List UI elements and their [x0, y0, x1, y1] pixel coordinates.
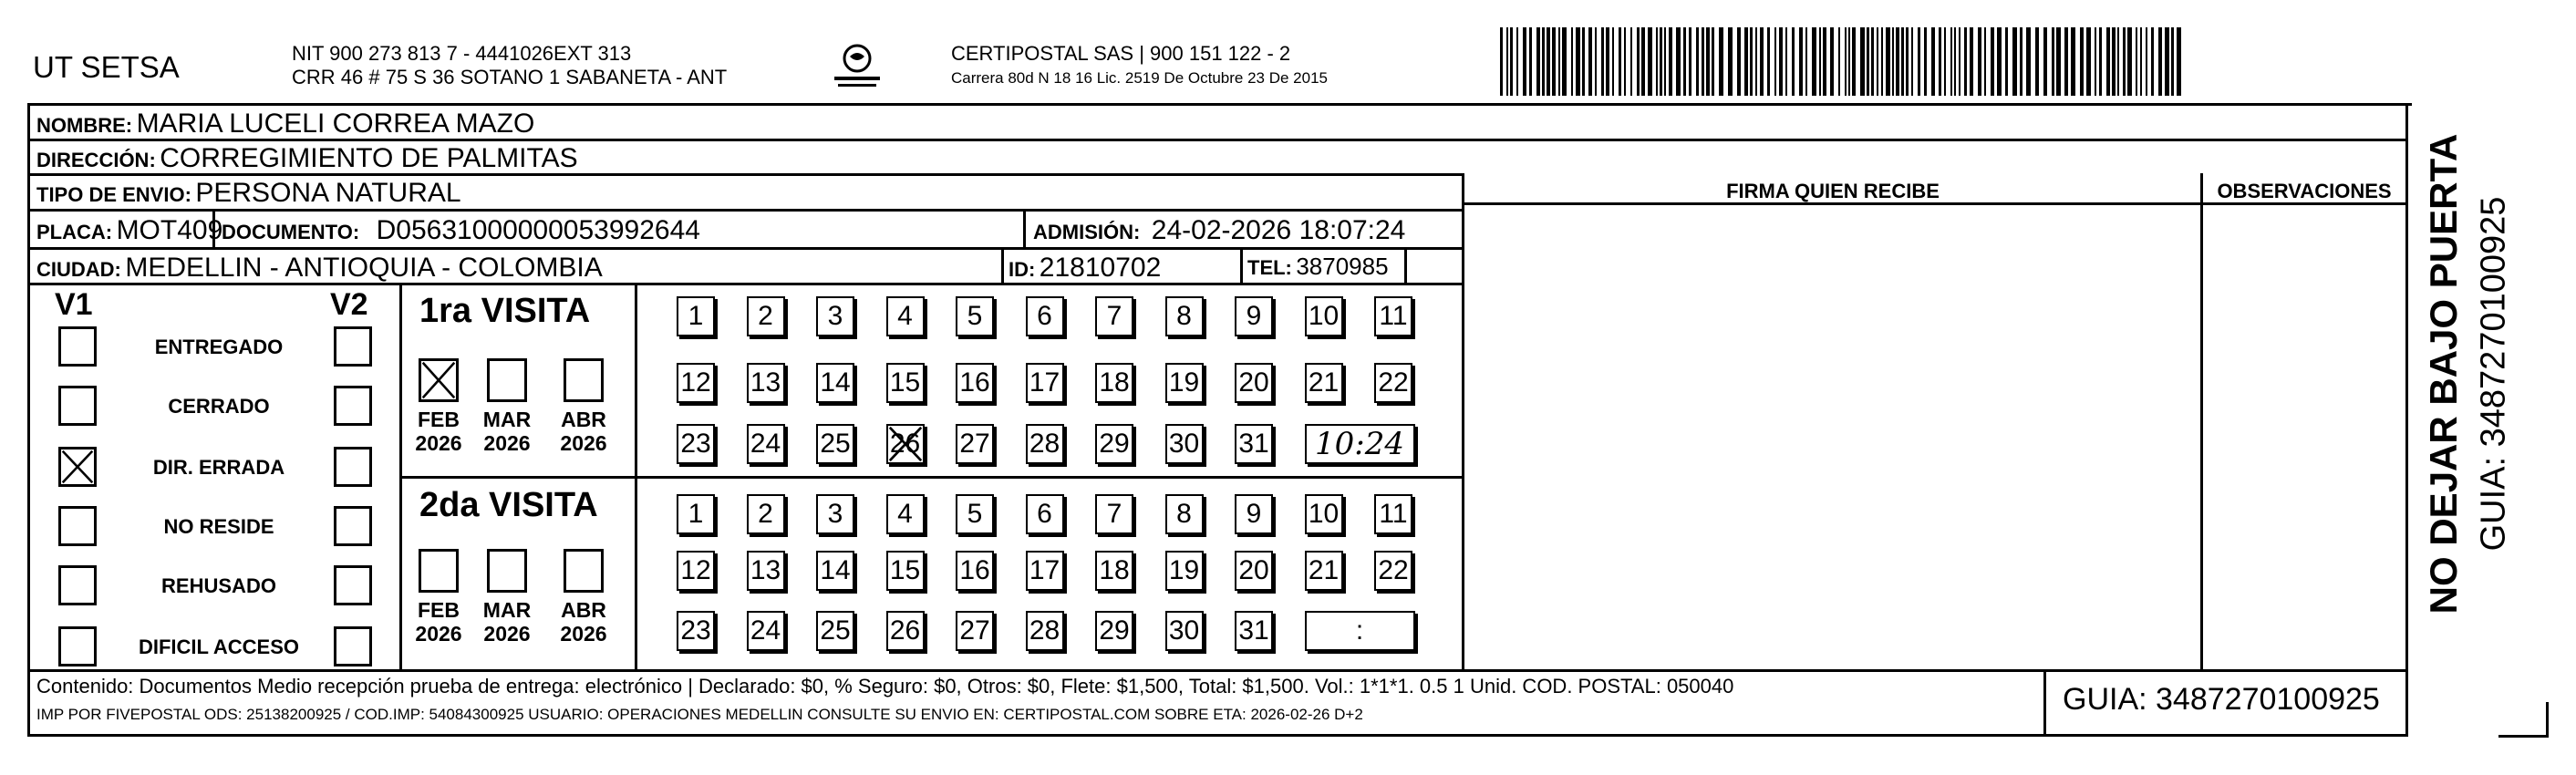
- v1-label: V1: [55, 287, 93, 322]
- tipo-row: [36, 178, 461, 209]
- day-checkbox[interactable]: [1235, 611, 1273, 651]
- day-checkbox[interactable]: [1235, 296, 1273, 336]
- day-checkbox[interactable]: [1305, 494, 1343, 534]
- month-label: ABR: [561, 598, 606, 622]
- month-label: FEB: [418, 598, 460, 622]
- day-label: 20: [1238, 367, 1269, 398]
- day-checkbox[interactable]: [677, 611, 715, 651]
- month-checkbox[interactable]: [564, 358, 604, 402]
- day-label: 11: [1379, 499, 1408, 529]
- certipostal-line2: Carrera 80d N 18 16 Lic. 2519 De Octubre 23 De 2015: [951, 69, 1328, 87]
- side-warning: NO DEJAR BAJO PUERTA: [2422, 133, 2465, 615]
- footer-line1: Contenido: Documentos Medio recepción prueba de entrega: electrónico | Declarado: $0, % Seguro: $0, Otros: $0, Flete: $1,500, Total: $1,500. Vol.: 1*1*1. 0.5 1 Unid. COD. POSTAL: 050040: [36, 675, 1734, 698]
- day-label: 6: [1037, 499, 1052, 529]
- day-checkbox[interactable]: [677, 551, 715, 591]
- day-label: 8: [1176, 301, 1192, 331]
- day-checkbox[interactable]: [1095, 296, 1133, 336]
- status-v1-checkbox[interactable]: [58, 447, 97, 487]
- day-checkbox[interactable]: [747, 611, 785, 651]
- day-label: 21: [1308, 367, 1340, 398]
- day-checkbox[interactable]: [1026, 363, 1064, 403]
- status-option-label: NO RESIDE: [163, 515, 274, 538]
- day-checkbox[interactable]: [956, 551, 994, 591]
- x-mark-icon: [888, 426, 923, 462]
- admision-row: [1033, 215, 1405, 246]
- day-label: 5: [967, 301, 983, 331]
- month-label: MAR: [482, 598, 532, 622]
- status-v2-checkbox[interactable]: [334, 386, 372, 426]
- documento-row: [222, 215, 700, 246]
- day-checkbox[interactable]: [747, 363, 785, 403]
- month-label: MAR: [482, 408, 532, 431]
- tipo-value: PERSONA NATURAL: [195, 178, 461, 208]
- day-checkbox[interactable]: [1095, 551, 1133, 591]
- status-option-label: DIFICIL ACCESO: [138, 636, 299, 658]
- visit-time-value: :: [1355, 615, 1364, 646]
- status-v2-checkbox[interactable]: [334, 506, 372, 546]
- day-checkbox[interactable]: [816, 363, 854, 403]
- direccion-label: DIRECCIÓN:: [36, 149, 156, 171]
- day-label: 16: [959, 367, 990, 398]
- day-checkbox[interactable]: [1374, 551, 1412, 591]
- day-checkbox[interactable]: [1026, 551, 1064, 591]
- day-checkbox[interactable]: [677, 363, 715, 403]
- day-label: 28: [1029, 615, 1060, 646]
- status-v1-checkbox[interactable]: [58, 506, 97, 546]
- day-label: 18: [1099, 555, 1130, 585]
- day-checkbox[interactable]: [1235, 494, 1273, 534]
- day-checkbox[interactable]: [1235, 424, 1273, 464]
- day-checkbox[interactable]: [1165, 494, 1204, 534]
- ciudad-row: [36, 253, 603, 284]
- day-label: 25: [820, 429, 851, 459]
- direccion-value: CORREGIMIENTO DE PALMITAS: [160, 143, 578, 173]
- day-label: 11: [1379, 301, 1408, 331]
- day-label: 12: [680, 555, 711, 585]
- day-label: 10: [1308, 499, 1340, 529]
- documento-label: DOCUMENTO:: [222, 221, 360, 243]
- day-checkbox[interactable]: [956, 296, 994, 336]
- day-label: 22: [1378, 555, 1409, 585]
- day-label: 18: [1099, 367, 1130, 398]
- tel-row: [1247, 253, 1389, 281]
- day-label: 30: [1168, 429, 1200, 459]
- side-guia: GUIA: 3487270100925: [2474, 196, 2513, 552]
- footer-line2: IMP POR FIVEPOSTAL ODS: 25138200925 / COD.IMP: 54084300925 USUARIO: OPERACIONES MEDELLIN CONSULTE SU ENVIO EN: CERTIPOSTAL.COM SOBRE ETA: 2026-02-26 D+2: [36, 706, 1363, 723]
- day-label: 23: [680, 429, 711, 459]
- day-checkbox[interactable]: [1165, 611, 1204, 651]
- day-checkbox[interactable]: [886, 363, 925, 403]
- admision-value: 24-02-2026 18:07:24: [1151, 215, 1406, 245]
- day-label: 23: [680, 615, 711, 646]
- tel-label: TEL:: [1247, 256, 1292, 279]
- certipostal-line1: CERTIPOSTAL SAS | 900 151 122 - 2: [951, 42, 1291, 65]
- day-label: 29: [1099, 615, 1130, 646]
- day-checkbox[interactable]: [747, 296, 785, 336]
- year-label: 2026: [415, 431, 462, 455]
- documento-value: D05631000000053992644: [376, 215, 700, 245]
- day-checkbox[interactable]: [1305, 551, 1343, 591]
- month-checkbox[interactable]: [419, 358, 459, 402]
- day-label: 1: [688, 499, 704, 529]
- visit2-title: 2da VISITA: [419, 486, 598, 524]
- month-label: FEB: [418, 408, 460, 431]
- day-label: 30: [1168, 615, 1200, 646]
- nit-line: NIT 900 273 813 7 - 4441026EXT 313: [292, 42, 632, 65]
- v2-label: V2: [330, 287, 368, 322]
- ciudad-label: CIUDAD:: [36, 258, 121, 281]
- admision-label: ADMISIÓN:: [1033, 221, 1141, 243]
- day-checkbox[interactable]: [1374, 494, 1412, 534]
- day-checkbox[interactable]: [956, 363, 994, 403]
- nombre-value: MARIA LUCELI CORREA MAZO: [136, 108, 535, 139]
- year-label: 2026: [560, 622, 607, 646]
- observaciones-header: OBSERVACIONES: [2217, 180, 2392, 202]
- status-v2-checkbox[interactable]: [334, 447, 372, 487]
- day-label: 2: [758, 301, 773, 331]
- day-checkbox[interactable]: [747, 424, 785, 464]
- day-checkbox[interactable]: [956, 424, 994, 464]
- day-label: 7: [1106, 499, 1122, 529]
- day-checkbox[interactable]: [1026, 424, 1064, 464]
- day-label: 15: [889, 555, 921, 585]
- day-checkbox[interactable]: [1095, 611, 1133, 651]
- day-label: 15: [889, 367, 921, 398]
- month-checkbox[interactable]: [419, 549, 459, 593]
- visit1-title: 1ra VISITA: [419, 292, 591, 330]
- status-v2-checkbox[interactable]: [334, 626, 372, 666]
- day-checkbox[interactable]: [1374, 363, 1412, 403]
- day-label: 14: [820, 367, 851, 398]
- year-label: 2026: [483, 431, 531, 455]
- day-label: 1: [688, 301, 704, 331]
- day-label: 26: [889, 615, 921, 646]
- direccion-row: [36, 143, 578, 174]
- day-label: 17: [1029, 555, 1060, 585]
- day-checkbox[interactable]: [886, 424, 925, 464]
- nombre-label: NOMBRE:: [36, 114, 133, 137]
- day-label: 14: [820, 555, 851, 585]
- status-v1-checkbox[interactable]: [58, 386, 97, 426]
- status-v2-checkbox[interactable]: [334, 565, 372, 605]
- day-label: 4: [897, 499, 913, 529]
- day-checkbox[interactable]: [886, 551, 925, 591]
- visit-time-value: 10:24: [1315, 426, 1404, 462]
- day-label: 9: [1246, 499, 1262, 529]
- day-checkbox[interactable]: [816, 494, 854, 534]
- placa-value: MOT409: [116, 215, 223, 245]
- x-mark-icon: [421, 361, 456, 399]
- day-checkbox[interactable]: [1305, 296, 1343, 336]
- firma-header: FIRMA QUIEN RECIBE: [1726, 180, 1940, 202]
- day-checkbox[interactable]: [677, 424, 715, 464]
- day-label: 12: [680, 367, 711, 398]
- day-checkbox[interactable]: [956, 611, 994, 651]
- month-checkbox[interactable]: [487, 358, 527, 402]
- ciudad-value: MEDELLIN - ANTIOQUIA - COLOMBIA: [125, 253, 603, 283]
- day-label: 19: [1168, 367, 1200, 398]
- day-label: 2: [758, 499, 773, 529]
- day-checkbox[interactable]: [1026, 611, 1064, 651]
- day-checkbox[interactable]: [1235, 551, 1273, 591]
- year-label: 2026: [560, 431, 607, 455]
- day-checkbox[interactable]: [1026, 494, 1064, 534]
- day-checkbox[interactable]: [886, 494, 925, 534]
- day-checkbox[interactable]: [1095, 363, 1133, 403]
- month-checkbox[interactable]: [487, 549, 527, 593]
- year-label: 2026: [415, 622, 462, 646]
- x-mark-icon: [61, 450, 94, 484]
- day-label: 22: [1378, 367, 1409, 398]
- day-checkbox[interactable]: [1374, 296, 1412, 336]
- day-label: 8: [1176, 499, 1192, 529]
- day-label: 3: [827, 499, 843, 529]
- day-checkbox[interactable]: [1165, 424, 1204, 464]
- day-checkbox[interactable]: [1305, 363, 1343, 403]
- id-row: [1009, 253, 1161, 284]
- day-label: 13: [750, 367, 781, 398]
- status-v2-checkbox[interactable]: [334, 326, 372, 367]
- placa-label: PLACA:: [36, 221, 113, 243]
- day-label: 9: [1246, 301, 1262, 331]
- day-label: 24: [750, 615, 781, 646]
- day-label: 13: [750, 555, 781, 585]
- day-checkbox[interactable]: [1235, 363, 1273, 403]
- day-label: 3: [827, 301, 843, 331]
- footer-guia: GUIA: 3487270100925: [2063, 682, 2380, 717]
- day-checkbox[interactable]: [747, 494, 785, 534]
- day-label: 16: [959, 555, 990, 585]
- day-label: 20: [1238, 555, 1269, 585]
- day-label: 27: [959, 615, 990, 646]
- day-checkbox[interactable]: [1165, 551, 1204, 591]
- month-label: ABR: [561, 408, 606, 431]
- day-label: 28: [1029, 429, 1060, 459]
- day-label: 4: [897, 301, 913, 331]
- year-label: 2026: [483, 622, 531, 646]
- visit-time-box[interactable]: [1305, 611, 1415, 651]
- day-label: 26: [889, 429, 921, 459]
- day-label: 7: [1106, 301, 1122, 331]
- day-label: 31: [1238, 429, 1269, 459]
- company-name: UT SETSA: [33, 50, 180, 84]
- day-checkbox[interactable]: [956, 494, 994, 534]
- month-checkbox[interactable]: [564, 549, 604, 593]
- status-v1-checkbox[interactable]: [58, 626, 97, 666]
- visit-time-box[interactable]: [1305, 424, 1415, 464]
- day-label: 6: [1037, 301, 1052, 331]
- day-checkbox[interactable]: [1165, 363, 1204, 403]
- day-checkbox[interactable]: [816, 551, 854, 591]
- tipo-label: TIPO DE ENVIO:: [36, 183, 191, 206]
- day-label: 31: [1238, 615, 1269, 646]
- day-checkbox[interactable]: [1095, 424, 1133, 464]
- day-checkbox[interactable]: [1095, 494, 1133, 534]
- day-checkbox[interactable]: [1026, 296, 1064, 336]
- address-line: CRR 46 # 75 S 36 SOTANO 1 SABANETA - ANT: [292, 66, 728, 88]
- day-label: 17: [1029, 367, 1060, 398]
- status-v1-checkbox[interactable]: [58, 326, 97, 367]
- id-label: ID:: [1009, 258, 1036, 281]
- id-value: 21810702: [1039, 253, 1162, 283]
- day-checkbox[interactable]: [677, 494, 715, 534]
- day-label: 29: [1099, 429, 1130, 459]
- day-label: 24: [750, 429, 781, 459]
- nombre-row: [36, 108, 534, 140]
- status-option-label: CERRADO: [168, 395, 270, 418]
- day-label: 19: [1168, 555, 1200, 585]
- day-label: 27: [959, 429, 990, 459]
- day-label: 5: [967, 499, 983, 529]
- tel-value: 3870985: [1296, 253, 1389, 280]
- certipostal-logo: [825, 40, 889, 95]
- status-option-label: ENTREGADO: [154, 336, 284, 358]
- day-label: 25: [820, 615, 851, 646]
- day-checkbox[interactable]: [816, 296, 854, 336]
- day-checkbox[interactable]: [747, 551, 785, 591]
- day-checkbox[interactable]: [1165, 296, 1204, 336]
- barcode: [1500, 27, 2184, 96]
- day-checkbox[interactable]: [886, 296, 925, 336]
- day-checkbox[interactable]: [886, 611, 925, 651]
- day-checkbox[interactable]: [677, 296, 715, 336]
- status-option-label: DIR. ERRADA: [152, 456, 285, 479]
- status-option-label: REHUSADO: [161, 574, 276, 597]
- day-checkbox[interactable]: [816, 611, 854, 651]
- day-label: 10: [1308, 301, 1340, 331]
- day-checkbox[interactable]: [816, 424, 854, 464]
- placa-row: [36, 215, 222, 246]
- status-v1-checkbox[interactable]: [58, 565, 97, 605]
- day-label: 21: [1308, 555, 1340, 585]
